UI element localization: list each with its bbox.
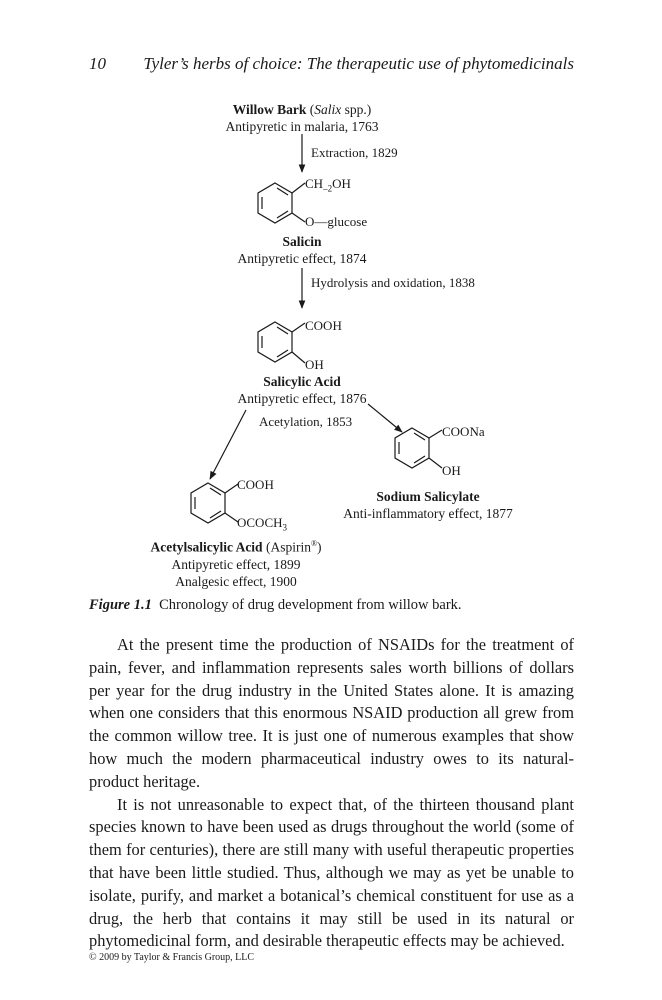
salicylic-ring	[258, 322, 305, 363]
sodium-note: Anti-inflammatory effect, 1877	[343, 506, 513, 521]
acetyl-label	[136, 535, 336, 590]
acetyl-sub2-idx: 3	[282, 522, 288, 533]
caption-label: Figure 1.1	[89, 597, 152, 613]
sodium-sub2: OH	[442, 463, 461, 478]
running-title: Tyler’s herbs of choice: The therapeutic use of phytomedicinals	[143, 54, 574, 73]
sodium-sub1: COONa	[442, 424, 485, 439]
salicin-sub1-oh: OH	[332, 176, 351, 191]
salicin-sub1-idx: –2	[323, 183, 333, 194]
salicylic-sub2: OH	[305, 357, 324, 372]
salicylic-name: Salicylic Acid	[263, 374, 341, 389]
step-extraction: Extraction, 1829	[311, 145, 398, 160]
sodium-ring	[395, 428, 442, 468]
arrow-sodium	[368, 404, 402, 432]
step-acetylation: Acetylation, 1853	[259, 414, 353, 429]
salicin-label	[202, 233, 402, 267]
arrow-acetylation	[210, 410, 246, 479]
acetyl-sub2	[237, 515, 287, 533]
willow-genus-suffix: spp.)	[341, 102, 372, 117]
acetyl-sub2-text: OCOCH	[237, 515, 283, 530]
salicylic-note: Antipyretic effect, 1876	[237, 391, 367, 406]
acetyl-ring	[191, 483, 238, 523]
willow-paren: (	[306, 102, 315, 117]
willow-genus: Salix	[314, 102, 342, 117]
salicylic-label	[202, 373, 402, 407]
acetyl-note1: Antipyretic effect, 1899	[171, 556, 301, 572]
salicin-sub1	[305, 176, 351, 194]
willow-note: Antipyretic in malaria, 1763	[225, 119, 379, 134]
acetyl-reg: ®	[310, 539, 318, 548]
willow-label	[202, 101, 402, 135]
salicin-note: Antipyretic effect, 1874	[237, 251, 367, 266]
figure-caption	[89, 597, 462, 614]
salicin-name: Salicin	[282, 234, 322, 249]
acetyl-sub1: COOH	[237, 477, 274, 492]
salicin-sub1-ch: CH	[305, 176, 324, 191]
salicylic-sub1: COOH	[305, 318, 342, 333]
copyright-footer: © 2009 by Taylor & Francis Group, LLC	[89, 952, 255, 963]
acetyl-paren-close: )	[317, 539, 322, 555]
step-hydrolysis: Hydrolysis and oxidation, 1838	[311, 275, 475, 290]
sodium-label	[338, 488, 518, 522]
paragraph-1: At the present time the production of NSAIDs for the treatment of pain, fever, and inflammation represents sales worth billions of dollars per year for the drug industry in the United States alone. It is amazing when one considers that this enormous NSAID production all grew from the common willow tree. It is just one of numerous examples that show how much the modern pharmaceutical industry owes to its natural-product heritage.	[89, 635, 574, 791]
page-number: 10	[89, 54, 106, 73]
acetyl-name: Acetylsalicylic Acid	[150, 539, 263, 555]
salicin-sub1-idx-num: 2	[327, 183, 333, 194]
acetyl-paren: (Aspirin	[262, 539, 311, 555]
paragraph-2: It is not unreasonable to expect that, of the thirteen thousand plant species known to have been used as drugs throughout the world (some of them for centuries), there are still many with useful therapeutic properties that have been little studied. Thus, although we may as yet be unable to isolate, purify, and market a botanical’s chemical constituent for use as a drug, the herb that contains it may still be used in its natural or phytomedicinal form, and desirable therapeutic effects may be achieved.	[89, 794, 574, 951]
salicin-ring	[258, 183, 305, 223]
acetyl-note2: Analgesic effect, 1900	[175, 573, 297, 589]
caption-text: Chronology of drug development from willow bark.	[151, 597, 462, 613]
body-text	[89, 634, 574, 953]
salicin-sub2: O—glucose	[305, 214, 368, 229]
willow-name: Willow Bark	[232, 102, 307, 117]
sodium-name: Sodium Salicylate	[376, 489, 480, 504]
